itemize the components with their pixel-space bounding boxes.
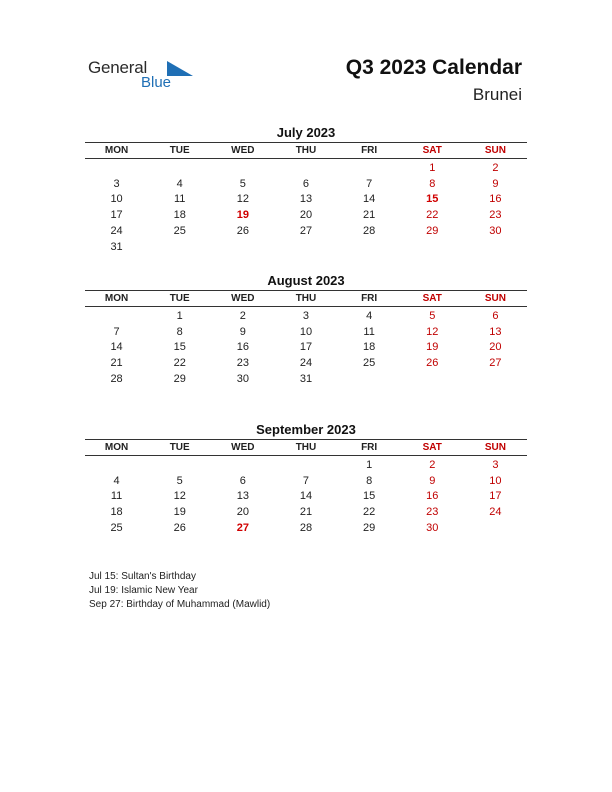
day-cell: 7 bbox=[302, 474, 310, 487]
day-cell: 5 bbox=[429, 309, 436, 322]
day-cell: 24 bbox=[110, 225, 123, 238]
day-cell: 27 bbox=[489, 357, 502, 370]
day-cell: 6 bbox=[302, 177, 310, 190]
week-row bbox=[85, 324, 527, 340]
day-cell: 9 bbox=[239, 325, 246, 338]
day-cell: 15 bbox=[363, 490, 376, 503]
month-grid bbox=[85, 290, 527, 387]
weekday-header-fri: FRI bbox=[338, 440, 401, 456]
day-cell: 28 bbox=[110, 373, 123, 386]
day-cell: 4 bbox=[176, 177, 183, 190]
week-row bbox=[85, 207, 527, 223]
day-cell: 30 bbox=[426, 522, 439, 535]
day-cell: 19 bbox=[426, 341, 439, 354]
day-cell: 18 bbox=[173, 209, 186, 222]
week-row bbox=[85, 355, 527, 371]
week-row bbox=[85, 307, 527, 324]
day-cell: 12 bbox=[173, 490, 186, 503]
day-cell: 16 bbox=[236, 341, 249, 354]
empty-cell bbox=[148, 239, 211, 255]
day-cell: 7 bbox=[113, 325, 120, 338]
weekday-header-sat: SAT bbox=[401, 440, 464, 456]
day-cell: 5 bbox=[176, 474, 183, 487]
week-row bbox=[85, 176, 527, 192]
empty-cell bbox=[274, 159, 337, 176]
day-cell: 29 bbox=[173, 373, 186, 386]
holiday-note: Jul 15: Sultan's Birthday bbox=[89, 571, 196, 582]
day-cell: 21 bbox=[299, 506, 313, 519]
day-cell: 18 bbox=[110, 506, 123, 519]
holiday-notes bbox=[89, 570, 270, 612]
month-title: August 2023 bbox=[267, 273, 345, 288]
empty-cell bbox=[338, 159, 401, 176]
day-cell: 2 bbox=[429, 458, 436, 471]
day-cell: 29 bbox=[426, 225, 439, 238]
empty-cell bbox=[148, 159, 211, 176]
day-cell: 10 bbox=[110, 193, 123, 206]
day-cell: 30 bbox=[489, 225, 502, 238]
weekday-header-tue: TUE bbox=[148, 440, 211, 456]
day-cell: 4 bbox=[113, 474, 120, 487]
day-cell: 10 bbox=[299, 325, 313, 338]
logo-word-general: General bbox=[88, 58, 148, 77]
day-cell: 2 bbox=[492, 161, 499, 174]
day-cell: 17 bbox=[110, 209, 123, 222]
day-cell: 11 bbox=[174, 193, 186, 206]
day-cell: 3 bbox=[113, 177, 120, 190]
day-cell: 3 bbox=[492, 458, 499, 471]
month-august bbox=[85, 273, 527, 387]
day-cell: 17 bbox=[489, 490, 502, 503]
week-row bbox=[85, 223, 527, 239]
empty-cell bbox=[211, 159, 274, 176]
empty-cell bbox=[148, 456, 211, 473]
empty-cell bbox=[274, 456, 337, 473]
day-cell: 23 bbox=[426, 506, 439, 519]
day-cell: 23 bbox=[489, 209, 502, 222]
weekday-header-tue: TUE bbox=[148, 291, 211, 307]
day-cell: 14 bbox=[110, 341, 123, 354]
day-cell: 28 bbox=[299, 522, 313, 535]
day-cell: 6 bbox=[239, 474, 246, 487]
empty-cell bbox=[85, 456, 148, 473]
empty-cell bbox=[464, 371, 527, 387]
weekday-header-thu: THU bbox=[274, 143, 337, 159]
day-cell: 20 bbox=[236, 506, 249, 519]
day-cell: 13 bbox=[489, 325, 502, 338]
month-grid bbox=[85, 439, 527, 536]
day-cell: 10 bbox=[489, 474, 502, 487]
empty-cell bbox=[211, 456, 274, 473]
day-cell: 20 bbox=[299, 209, 313, 222]
day-cell: 27 bbox=[299, 225, 313, 238]
day-cell: 25 bbox=[173, 225, 186, 238]
weekday-header-mon: MON bbox=[85, 143, 148, 159]
week-row bbox=[85, 371, 527, 387]
holiday-note: Sep 27: Birthday of Muhammad (Mawlid) bbox=[89, 599, 271, 610]
day-cell: 27 bbox=[236, 522, 249, 535]
week-row bbox=[85, 520, 527, 536]
day-cell: 1 bbox=[429, 161, 436, 174]
generalblue-logo bbox=[88, 56, 198, 96]
empty-cell bbox=[401, 371, 464, 387]
week-row bbox=[85, 340, 527, 356]
day-cell: 22 bbox=[426, 209, 439, 222]
weekday-header-sun: SUN bbox=[464, 291, 527, 307]
logo-word-blue: Blue bbox=[141, 74, 172, 91]
day-cell: 8 bbox=[176, 325, 183, 338]
weekday-header-wed: WED bbox=[211, 440, 274, 456]
weekday-header-tue: TUE bbox=[148, 143, 211, 159]
day-cell: 16 bbox=[426, 490, 439, 503]
month-july bbox=[85, 125, 527, 255]
day-cell: 3 bbox=[302, 309, 310, 322]
weekday-header-fri: FRI bbox=[338, 143, 401, 159]
day-cell: 12 bbox=[426, 325, 439, 338]
week-row bbox=[85, 239, 527, 255]
day-cell: 22 bbox=[363, 506, 376, 519]
holiday-note: Jul 19: Islamic New Year bbox=[89, 585, 198, 596]
day-cell: 26 bbox=[173, 522, 186, 535]
day-cell: 1 bbox=[366, 458, 373, 471]
day-cell: 5 bbox=[239, 177, 246, 190]
day-cell: 19 bbox=[236, 209, 249, 222]
empty-cell bbox=[274, 239, 337, 255]
day-cell: 11 bbox=[110, 490, 123, 503]
weekday-header-sun: SUN bbox=[464, 440, 527, 456]
weekday-header-wed: WED bbox=[211, 291, 274, 307]
day-cell: 8 bbox=[366, 474, 373, 487]
day-cell: 16 bbox=[489, 193, 502, 206]
day-cell: 13 bbox=[299, 193, 313, 206]
day-cell: 14 bbox=[363, 193, 376, 206]
day-cell: 4 bbox=[366, 309, 373, 322]
day-cell: 21 bbox=[363, 209, 376, 222]
day-cell: 13 bbox=[236, 490, 249, 503]
day-cell: 31 bbox=[110, 240, 123, 253]
weekday-header-fri: FRI bbox=[338, 291, 401, 307]
week-row bbox=[85, 489, 527, 505]
day-cell: 15 bbox=[426, 193, 439, 206]
empty-cell bbox=[464, 239, 527, 255]
week-row bbox=[85, 192, 527, 208]
day-cell: 1 bbox=[176, 309, 183, 322]
month-grid bbox=[85, 142, 527, 255]
day-cell: 12 bbox=[236, 193, 249, 206]
weekday-header-sat: SAT bbox=[401, 291, 464, 307]
day-cell: 9 bbox=[429, 474, 436, 487]
day-cell: 19 bbox=[173, 506, 186, 519]
empty-cell bbox=[464, 520, 527, 536]
day-cell: 2 bbox=[239, 309, 246, 322]
empty-cell bbox=[338, 371, 401, 387]
weekday-header-thu: THU bbox=[274, 291, 337, 307]
empty-cell bbox=[338, 239, 401, 255]
day-cell: 15 bbox=[173, 341, 186, 354]
weekday-header-mon: MON bbox=[85, 291, 148, 307]
day-cell: 11 bbox=[363, 325, 375, 338]
day-cell: 30 bbox=[236, 373, 249, 386]
month-title: September 2023 bbox=[256, 422, 356, 437]
empty-cell bbox=[211, 239, 274, 255]
day-cell: 26 bbox=[236, 225, 249, 238]
day-cell: 21 bbox=[110, 357, 123, 370]
day-cell: 29 bbox=[363, 522, 376, 535]
weekday-header-thu: THU bbox=[274, 440, 337, 456]
day-cell: 9 bbox=[492, 177, 499, 190]
country-subtitle: Brunei bbox=[472, 85, 522, 104]
day-cell: 24 bbox=[299, 357, 313, 370]
day-cell: 7 bbox=[366, 177, 373, 190]
page-title: Q3 2023 Calendar bbox=[345, 56, 522, 79]
week-row bbox=[85, 504, 527, 520]
day-cell: 31 bbox=[299, 373, 313, 386]
month-september bbox=[85, 422, 527, 536]
day-cell: 6 bbox=[492, 309, 499, 322]
day-cell: 8 bbox=[429, 177, 436, 190]
weekday-header-wed: WED bbox=[211, 143, 274, 159]
weekday-header-mon: MON bbox=[85, 440, 148, 456]
day-cell: 17 bbox=[299, 341, 313, 354]
weekday-header-sun: SUN bbox=[464, 143, 527, 159]
weekday-header-sat: SAT bbox=[401, 143, 464, 159]
day-cell: 25 bbox=[110, 522, 123, 535]
day-cell: 23 bbox=[236, 357, 249, 370]
empty-cell bbox=[85, 307, 148, 324]
day-cell: 22 bbox=[173, 357, 186, 370]
empty-cell bbox=[401, 239, 464, 255]
day-cell: 18 bbox=[363, 341, 376, 354]
day-cell: 20 bbox=[489, 341, 502, 354]
day-cell: 25 bbox=[363, 357, 376, 370]
day-cell: 28 bbox=[363, 225, 376, 238]
week-row bbox=[85, 159, 527, 176]
month-title: July 2023 bbox=[276, 125, 336, 140]
day-cell: 14 bbox=[299, 490, 313, 503]
week-row bbox=[85, 456, 527, 473]
week-row bbox=[85, 473, 527, 489]
empty-cell bbox=[85, 159, 148, 176]
day-cell: 24 bbox=[489, 506, 502, 519]
day-cell: 26 bbox=[426, 357, 439, 370]
